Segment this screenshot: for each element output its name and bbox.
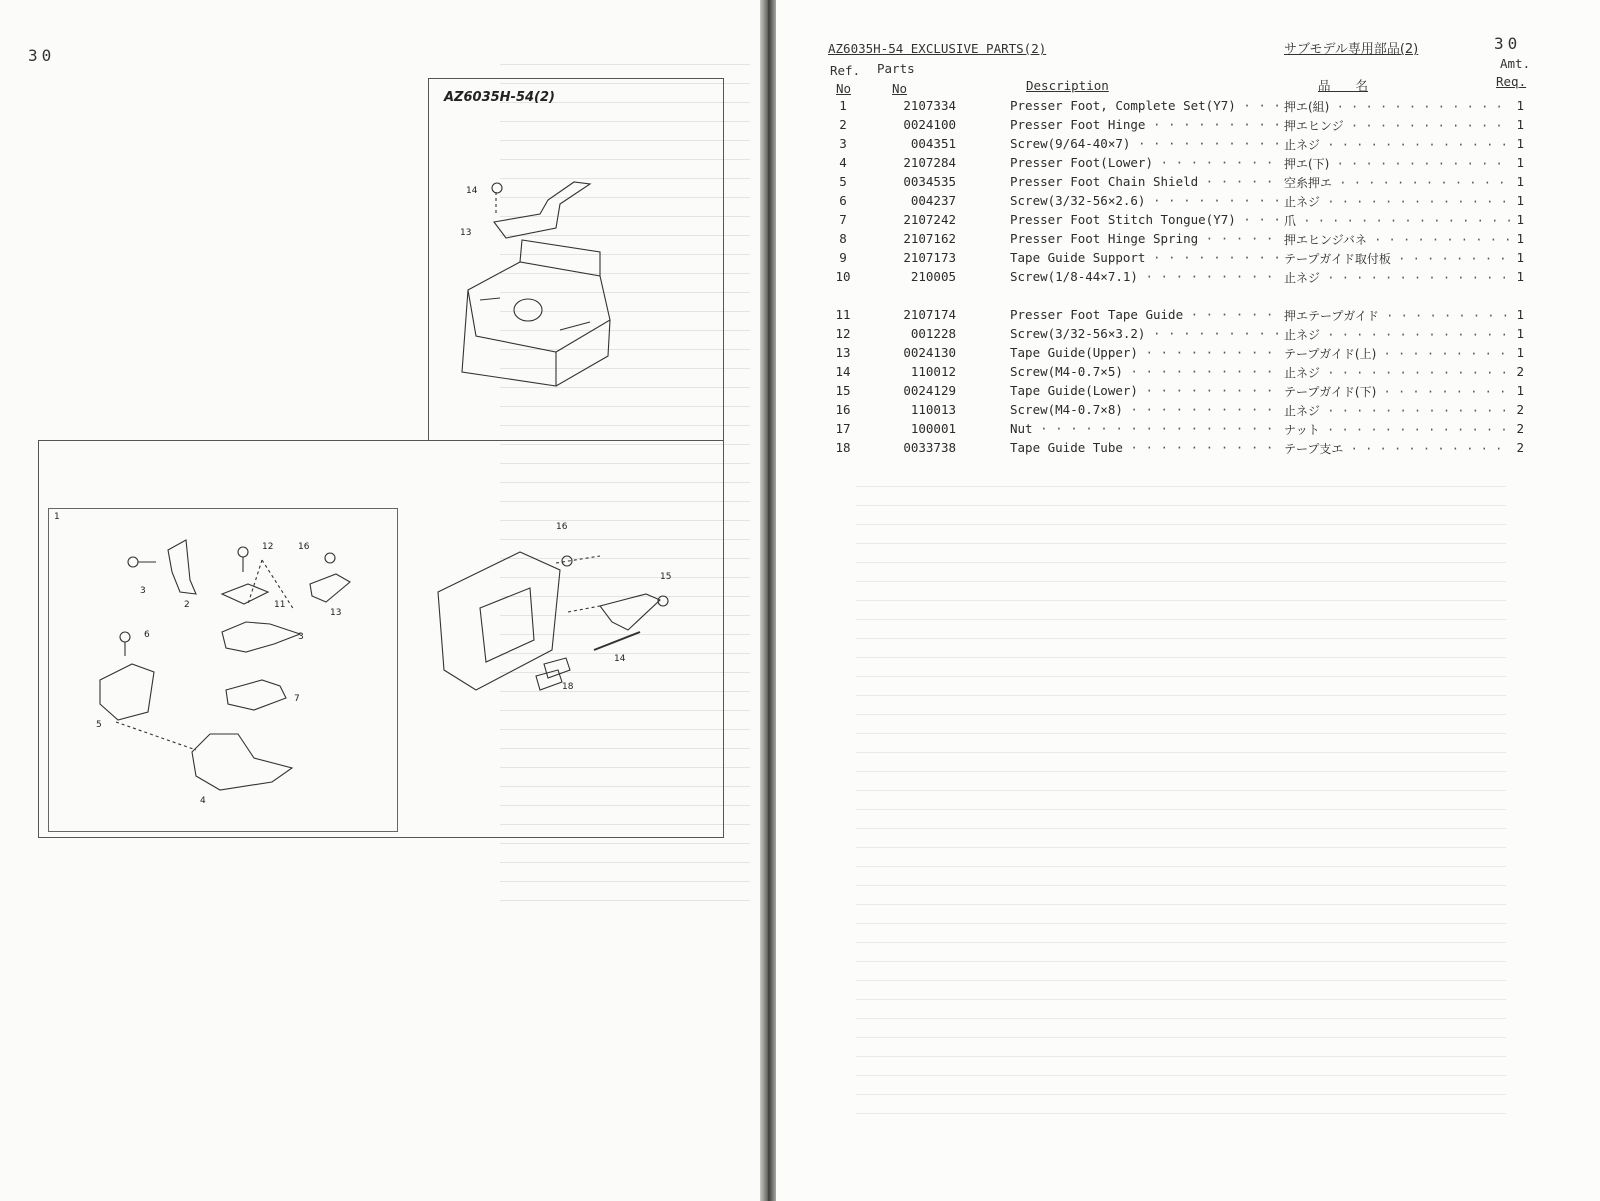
amount-cell: 1 xyxy=(1512,155,1524,170)
header-parts-2: No xyxy=(892,81,908,96)
part-number-cell: 0034535 xyxy=(903,174,956,189)
part-number-cell: 110013 xyxy=(910,402,956,417)
table-row xyxy=(830,402,1530,421)
table-row xyxy=(830,136,1530,155)
parts-list-title: AZ6035H-54 EXCLUSIVE PARTS(2) xyxy=(828,41,1047,56)
header-parts-1: Parts xyxy=(877,61,915,76)
ref-cell: 1 xyxy=(839,98,847,113)
amount-cell: 1 xyxy=(1512,98,1524,113)
callout-16: 15 xyxy=(660,572,672,582)
amount-cell: 1 xyxy=(1512,250,1524,265)
amount-cell: 2 xyxy=(1512,440,1524,455)
part-number-cell: 2107174 xyxy=(903,307,956,322)
description-cell: Screw(M4-0.7×5) · · · xyxy=(1010,364,1280,379)
japanese-name-cell: テープガイド取付板 · · · xyxy=(1284,250,1512,267)
japanese-name-cell: 止ネジ · · · xyxy=(1284,269,1512,286)
callout-10: 12 xyxy=(262,542,274,552)
part-number-cell: 2107162 xyxy=(903,231,956,246)
amount-cell: 1 xyxy=(1512,174,1524,189)
amount-cell: 1 xyxy=(1512,193,1524,208)
description-cell: Nut · · · xyxy=(1010,421,1280,436)
description-cell: Presser Foot Hinge Spring · · · xyxy=(1010,231,1280,246)
callout-5: 5 xyxy=(96,720,102,730)
ref-cell: 12 xyxy=(835,326,851,341)
bleed-through-diagram xyxy=(856,470,1506,1130)
description-cell: Presser Foot Tape Guide · · · xyxy=(1010,307,1280,322)
part-number-cell: 2107284 xyxy=(903,155,956,170)
ref-cell: 5 xyxy=(839,174,847,189)
table-row xyxy=(830,250,1530,269)
description-cell: Tape Guide(Lower) · · · xyxy=(1010,383,1280,398)
callout-7: 7 xyxy=(294,694,300,704)
callout-3a: 3 xyxy=(140,586,146,596)
table-row xyxy=(830,212,1530,231)
amount-cell: 1 xyxy=(1512,345,1524,360)
tape-guide-lower-drawing xyxy=(438,552,668,690)
part-number-cell: 0033738 xyxy=(903,440,956,455)
table-row xyxy=(830,440,1530,459)
amount-cell: 1 xyxy=(1512,136,1524,151)
description-cell: Tape Guide Support · · · xyxy=(1010,250,1280,265)
callout-3b: 3 xyxy=(298,632,304,642)
description-cell: Tape Guide(Upper) · · · xyxy=(1010,345,1280,360)
amount-cell: 1 xyxy=(1512,117,1524,132)
description-cell: Presser Foot Hinge · · · xyxy=(1010,117,1280,132)
header-description: Description xyxy=(1026,78,1109,93)
japanese-name-cell: 止ネジ · · · xyxy=(1284,364,1512,381)
parts-table xyxy=(830,98,1530,459)
amount-cell: 1 xyxy=(1512,231,1524,246)
ref-cell: 15 xyxy=(835,383,851,398)
callout-9: 11 xyxy=(274,600,286,610)
amount-cell: 1 xyxy=(1512,307,1524,322)
header-ref-2: No xyxy=(836,81,852,96)
description-cell: Screw(3/32-56×3.2) · · · xyxy=(1010,326,1280,341)
table-row xyxy=(830,345,1530,364)
japanese-name-cell: ナット · · · xyxy=(1284,421,1512,438)
left-page-number: 30 xyxy=(28,46,56,65)
presser-foot-parts-drawing xyxy=(100,540,350,790)
part-number-cell: 2107242 xyxy=(903,212,956,227)
amount-cell: 1 xyxy=(1512,383,1524,398)
part-number-cell: 004351 xyxy=(910,136,956,151)
table-row xyxy=(830,269,1530,288)
ref-cell: 2 xyxy=(839,117,847,132)
japanese-name-cell: 押エ(組) · · · xyxy=(1284,98,1512,115)
amount-cell: 1 xyxy=(1512,269,1524,284)
amount-cell: 2 xyxy=(1512,421,1524,436)
table-row xyxy=(830,383,1530,402)
description-cell: Presser Foot Chain Shield · · · xyxy=(1010,174,1280,189)
japanese-name-cell: 止ネジ · · · xyxy=(1284,193,1512,210)
ref-cell: 3 xyxy=(839,136,847,151)
table-row xyxy=(830,117,1530,136)
amount-cell: 2 xyxy=(1512,402,1524,417)
table-row xyxy=(830,364,1530,383)
callout-12: 16 xyxy=(298,542,310,552)
description-cell: Tape Guide Tube · · · xyxy=(1010,440,1280,455)
japanese-name-cell: 押エ(下) · · · xyxy=(1284,155,1512,172)
ref-cell: 8 xyxy=(839,231,847,246)
amount-cell: 1 xyxy=(1512,212,1524,227)
japanese-name-cell: 止ネジ · · · xyxy=(1284,326,1512,343)
table-row xyxy=(830,155,1530,174)
description-cell: Screw(1/8-44×7.1) · · · xyxy=(1010,269,1280,284)
ref-cell: 17 xyxy=(835,421,851,436)
callout-18: 18 xyxy=(562,682,574,692)
part-number-cell: 2107173 xyxy=(903,250,956,265)
right-page-number: 30 xyxy=(1494,34,1522,53)
amount-cell: 1 xyxy=(1512,326,1524,341)
callout-13: 13 xyxy=(460,228,472,238)
japanese-name-cell: テープ支エ · · · xyxy=(1284,440,1512,457)
callout-11: 13 xyxy=(330,608,342,618)
callout-1: 1 xyxy=(54,512,60,522)
table-row xyxy=(830,421,1530,440)
header-name: 品 名 xyxy=(1318,78,1369,93)
callout-6: 6 xyxy=(144,630,150,640)
figure-title: AZ6035H-54(2) xyxy=(444,90,555,105)
header-amt-1: Amt. xyxy=(1500,56,1531,71)
ref-cell: 14 xyxy=(835,364,851,379)
japanese-name-cell: 押エヒンジ · · · xyxy=(1284,117,1512,134)
japanese-name-cell: 押エヒンジバネ · · · xyxy=(1284,231,1512,248)
ref-cell: 11 xyxy=(835,307,851,322)
amount-cell: 2 xyxy=(1512,364,1524,379)
japanese-name-cell: 爪 · · · xyxy=(1284,212,1512,229)
part-number-cell: 110012 xyxy=(910,364,956,379)
ref-cell: 10 xyxy=(835,269,851,284)
description-cell: Presser Foot, Complete Set(Y7) · · · xyxy=(1010,98,1280,113)
ref-cell: 16 xyxy=(835,402,851,417)
part-number-cell: 210005 xyxy=(910,269,956,284)
header-ref-1: Ref. xyxy=(830,63,861,78)
callout-14: 14 xyxy=(466,186,478,196)
ref-cell: 9 xyxy=(839,250,847,265)
ref-cell: 7 xyxy=(839,212,847,227)
parts-list-jp-title: サブモデル専用部品(2) xyxy=(1284,42,1419,57)
description-cell: Presser Foot(Lower) · · · xyxy=(1010,155,1280,170)
description-cell: Screw(9/64-40×7) · · · xyxy=(1010,136,1280,151)
table-row xyxy=(830,326,1530,345)
japanese-name-cell: 止ネジ · · · xyxy=(1284,136,1512,153)
description-cell: Presser Foot Stitch Tongue(Y7) · · · xyxy=(1010,212,1280,227)
machine-body-illustration xyxy=(462,240,610,386)
japanese-name-cell: テープガイド(上) · · · xyxy=(1284,345,1512,362)
part-number-cell: 0024130 xyxy=(903,345,956,360)
ref-cell: 13 xyxy=(835,345,851,360)
table-row xyxy=(830,174,1530,193)
book-gutter xyxy=(760,0,776,1201)
callout-15: 14 xyxy=(614,654,626,664)
table-row xyxy=(830,307,1530,326)
callout-4: 4 xyxy=(200,796,206,806)
callout-2: 2 xyxy=(184,600,190,610)
ref-cell: 18 xyxy=(835,440,851,455)
table-row xyxy=(830,193,1530,212)
japanese-name-cell: 押エテープガイド · · · xyxy=(1284,307,1512,324)
japanese-name-cell: テープガイド(下) · · · xyxy=(1284,383,1512,400)
callout-17: 16 xyxy=(556,522,568,532)
japanese-name-cell: 止ネジ · · · xyxy=(1284,402,1512,419)
exploded-parts-diagram xyxy=(0,0,760,1201)
tape-guide-upper-drawing xyxy=(492,182,590,238)
left-page xyxy=(0,0,760,1201)
description-cell: Screw(3/32-56×2.6) · · · xyxy=(1010,193,1280,208)
header-amt-2: Req. xyxy=(1496,74,1527,89)
part-number-cell: 2107334 xyxy=(903,98,956,113)
ref-cell: 4 xyxy=(839,155,847,170)
table-row xyxy=(830,231,1530,250)
part-number-cell: 0024100 xyxy=(903,117,956,132)
part-number-cell: 004237 xyxy=(910,193,956,208)
japanese-name-cell: 空糸押エ · · · xyxy=(1284,174,1512,191)
part-number-cell: 100001 xyxy=(910,421,956,436)
part-number-cell: 001228 xyxy=(910,326,956,341)
description-cell: Screw(M4-0.7×8) · · · xyxy=(1010,402,1280,417)
part-number-cell: 0024129 xyxy=(903,383,956,398)
table-row xyxy=(830,98,1530,117)
ref-cell: 6 xyxy=(839,193,847,208)
